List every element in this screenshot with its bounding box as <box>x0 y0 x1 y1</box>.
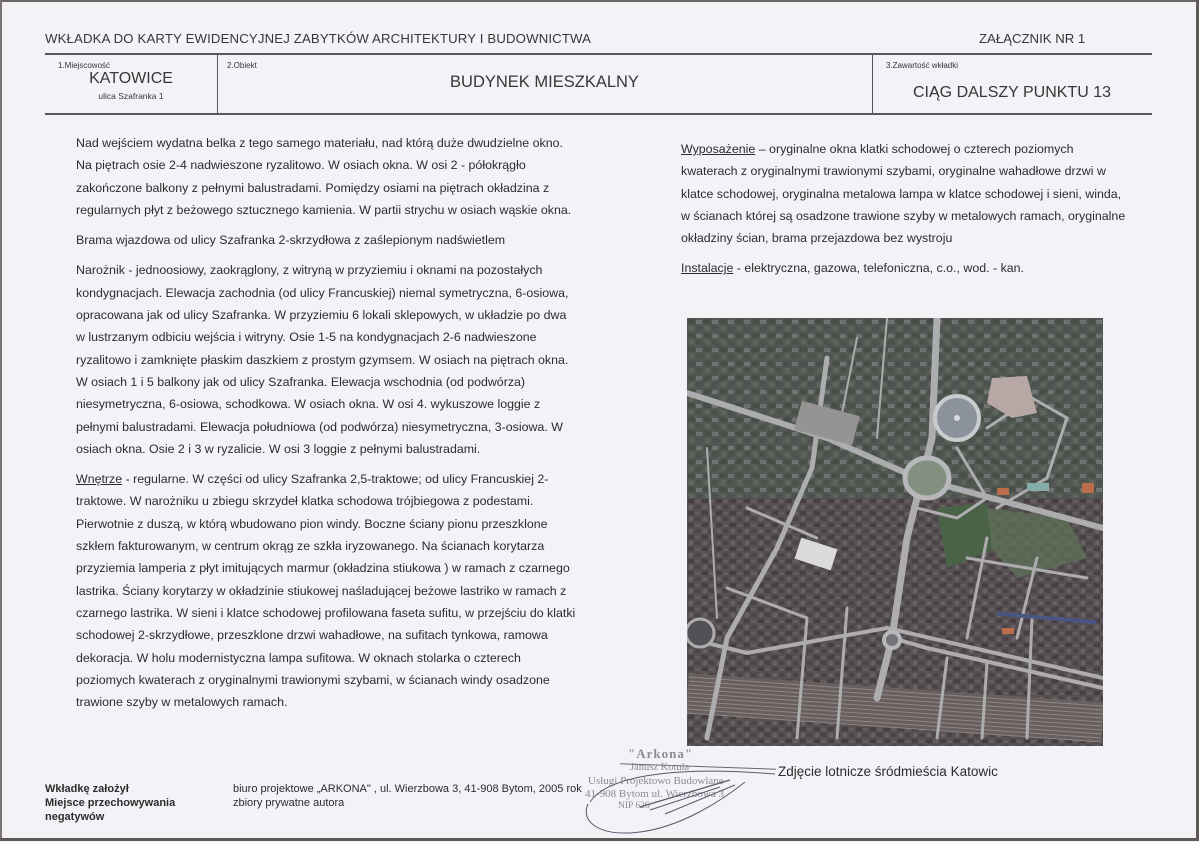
facade-paragraph: Nad wejściem wydatna belka z tego samego materiału, nad którą duże dwudzielne okno. Na piętrach osie 2-4 nadwieszone ryzalitowo. W osiach okna. W osi 2 - półokrągło zakończone balkony z pełnymi balustradami. Pomiędzy osiami na piętrach okładzina z regularnych płyt z beżowego sztucznego kamienia. W partii strychu w osiach wąskie okna. <box>76 136 572 217</box>
description-right-column <box>681 138 1131 288</box>
installations-heading: Instalacje <box>681 261 734 276</box>
aerial-photo <box>687 318 1103 746</box>
equipment-heading: Wyposażenie <box>681 142 756 156</box>
contents-value: CIĄG DALSZY PUNKTU 13 <box>913 84 1111 101</box>
header-table <box>45 53 1152 115</box>
interior-heading: Wnętrze <box>76 472 123 487</box>
locality-label: 1.Miejscowość <box>58 61 111 70</box>
footer <box>45 782 582 824</box>
stamp-address: 41-908 Bytom ul. Wierzbowa 3 <box>585 788 724 800</box>
locality-cell <box>45 55 218 113</box>
attachment-number: ZAŁĄCZNIK NR 1 <box>979 31 1086 46</box>
scan-edge-top <box>0 0 1199 2</box>
interior-text: - regularne. W części od ulicy Szafranka 2,5-traktowe; od ulicy Francuskiej 2-traktowe. W narożniku u zbiegu skrzydeł klatka schodowa trójbiegowa z podestami. Pierwotnie z duszą, w którą wbudowano pion windy. Boczne ściany pionu przeszklone szkłem fakturowanym, w centrum okrąg ze szkła iryzowanego. Na ścianach korytarza przyziemia lamperia z płyt imitujących marmur (okładzina stiukowa ) w ramach z czarnego lastrika. Ściany korytarzy w okładzinie stiukowej naśladującej beżowe lastriko w ramach z czarnego lastrika. W sieni i klatce schodowej profilowana faseta sufitu, w przejściu do klatki schodowej 2-skrzydłowe, przeszklone drzwi wahadłowe, na sufitach tynkowa, ramowa dekoracja. W holu modernistyczna lampa sufitowa. W oknach stolarka o czterech poziomych kwaterach z oryginalnymi trawionymi szybami, w ścianach windy osadzone trawione szyby w metalowych ramach. <box>76 472 576 710</box>
footer-negatives-value: zbiory prywatne autora <box>233 797 345 809</box>
object-label: 2.Obiekt <box>227 61 257 70</box>
contents-cell <box>872 55 1152 113</box>
stamp-nip: NIP 626 <box>618 801 650 811</box>
stamp-company-name: "Arkona" <box>628 746 694 761</box>
corner-elevations-paragraph: Narożnik - jednoosiowy, zaokrąglony, z witryną w przyziemiu i oknami na pozostałych kondygnacjach. Elewacja zachodnia (od ulicy Francuskiej) niemal symetryczna, 6-osiowa, opracowana jak od ulicy Szafranka. W przyziemiu 6 lokali sklepowych, w układzie po dwa w lustrzanym odbiciu wejścia i witryny. Osie 1-5 na kondygnacjach 2-6 nadwieszone ryzalitowo i zamknięte płaskim daszkiem z prostym gzymsem. W osiach na piętrach okna. W osiach 1 i 5 balkony jak od ulicy Szafranka. Elewacja wschodnia (od podwórza) niesymetryczna, 6-osiowa, schodkowa. W osiach okna. W osi 4. wykuszowe loggie z pełnymi balustradami. Elewacja południowa (od podwórza) niesymetryczna, 3-osiowa. W osiach okna. Osie 2 i 3 w ryzalicie. W osi 3 loggie z pełnymi balustradami. <box>76 263 569 456</box>
description-left-column <box>76 132 576 721</box>
contents-label: 3.Zawartość wkładki <box>886 61 959 70</box>
footer-negatives-row <box>45 796 582 824</box>
locality-street: ulica Szafranka 1 <box>98 91 164 101</box>
object-value: BUDYNEK MIESZKALNY <box>450 73 639 91</box>
locality-city: KATOWICE <box>89 70 173 87</box>
signature-scribble <box>580 752 780 842</box>
footer-author-row <box>45 782 582 796</box>
stamp-owner: Janusz Kotula <box>630 762 690 773</box>
stamp-services: Usługi Projektowo Budowlane <box>588 775 724 787</box>
footer-negatives-label: Miejsce przechowywania negatywów <box>45 797 176 823</box>
interior-paragraph <box>76 468 576 713</box>
equipment-text: – oryginalne okna klatki schodowej o czterech poziomych kwaterach z oryginalnymi trawionymi szybami, oryginalne wahadłowe drzwi w klatce schodowej, oryginalna metalowa lampa w klatce schodowej i sieni, winda, w ścianach której są osadzone trawione szyby w metalowych ramach, oryginalne okładziny ścian, brama przejazdowa bez wystroju <box>681 142 1126 246</box>
equipment-paragraph <box>681 138 1131 249</box>
footer-author-value: biuro projektowe „ARKONA" , ul. Wierzbowa 3, 41-908 Bytom, 2005 rok <box>233 783 582 795</box>
scan-edge-left <box>0 0 2 841</box>
installations-text: - elektryczna, gazowa, telefoniczna, c.o., wod. - kan. <box>733 261 1024 276</box>
gate-paragraph: Brama wjazdowa od ulicy Szafranka 2-skrzydłowa z zaślepionym nadświetlem <box>76 233 506 248</box>
document-title: WKŁADKA DO KARTY EWIDENCYJNEJ ZABYTKÓW ARCHITEKTURY I BUDOWNICTWA <box>45 31 592 46</box>
photo-caption: Zdjęcie lotnicze śródmieścia Katowic <box>778 764 998 779</box>
footer-author-label: Wkładkę założył <box>45 783 129 795</box>
object-cell <box>217 55 873 113</box>
aerial-photo-illustration <box>687 318 1103 746</box>
installations-paragraph <box>681 257 1131 279</box>
